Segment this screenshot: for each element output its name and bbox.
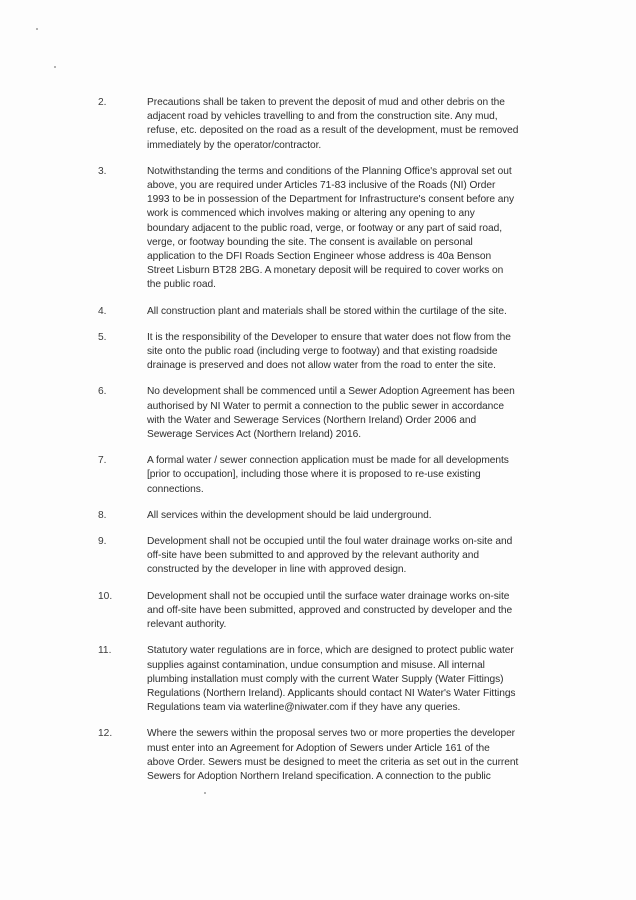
- condition-text-line: must enter into an Agreement for Adoption of Sewers under Article 161 of the: [147, 742, 490, 754]
- condition-number: 10.: [98, 590, 113, 602]
- condition-text-line: Development shall not be occupied until the surface water drainage works on-site: [147, 590, 510, 602]
- condition-text: [147, 331, 542, 374]
- scan-speck: [36, 28, 38, 30]
- condition-text: [147, 305, 542, 319]
- condition-item: [0, 331, 636, 374]
- condition-text: [147, 509, 542, 523]
- condition-text-line: No development shall be commenced until a Sewer Adoption Agreement has been: [147, 386, 515, 398]
- condition-text-line: immediately by the operator/contractor.: [147, 139, 322, 151]
- condition-text-line: Notwithstanding the terms and conditions of the Planning Office's approval set out: [147, 165, 512, 177]
- condition-text: [147, 385, 542, 442]
- condition-item: [0, 509, 636, 523]
- condition-text-line: drainage is preserved and does not allow water from the road to enter the site.: [147, 360, 496, 372]
- condition-text-line: A formal water / sewer connection application must be made for all developments: [147, 455, 509, 467]
- condition-number: 6.: [98, 386, 107, 398]
- condition-text-line: Sewerage Services Act (Northern Ireland) 2016.: [147, 429, 362, 441]
- condition-text-line: refuse, etc. deposited on the road as a result of the development, must be removed: [147, 125, 519, 137]
- condition-text-line: relevant authority.: [147, 619, 227, 631]
- condition-item: [0, 535, 636, 578]
- condition-text-line: connections.: [147, 483, 204, 495]
- condition-text: [147, 454, 542, 497]
- condition-text-line: above Order. Sewers must be designed to meet the criteria as set out in the current: [147, 756, 519, 768]
- condition-text-line: All construction plant and materials shall be stored within the curtilage of the site.: [147, 305, 507, 317]
- condition-text: [147, 727, 542, 784]
- condition-item: [0, 385, 636, 442]
- condition-number: 3.: [98, 165, 107, 177]
- condition-text-line: It is the responsibility of the Developer to ensure that water does not flow from the: [147, 331, 511, 343]
- condition-text-line: plumbing installation must comply with the current Water Supply (Water Fittings): [147, 673, 504, 685]
- condition-text-line: Regulations team via waterline@niwater.com if they have any queries.: [147, 702, 461, 714]
- condition-text-line: All services within the development should be laid underground.: [147, 509, 432, 521]
- condition-text: [147, 165, 542, 293]
- condition-item: [0, 305, 636, 319]
- condition-text-line: Precautions shall be taken to prevent the deposit of mud and other debris on the: [147, 97, 505, 108]
- condition-number: 9.: [98, 536, 107, 548]
- condition-text-line: supplies against contamination, undue consumption and misuse. All internal: [147, 659, 485, 671]
- condition-text-line: Street Lisburn BT28 2BG. A monetary deposit will be required to cover works on: [147, 265, 504, 277]
- condition-text-line: Statutory water regulations are in force, which are designed to protect public water: [147, 645, 514, 657]
- condition-text-line: verge, or footway bounding the site. The consent is available on personal: [147, 236, 473, 248]
- condition-text: [147, 535, 542, 578]
- condition-text-line: Development shall not be occupied until the foul water drainage works on-site and: [147, 536, 513, 548]
- condition-text-line: site onto the public road (including verge to footway) and that existing roadside: [147, 346, 498, 358]
- condition-text-line: adjacent road by vehicles travelling to and from the construction site. Any mud,: [147, 111, 498, 123]
- condition-text-line: off-site have been submitted to and approved by the relevant authority and: [147, 550, 479, 562]
- condition-item: [0, 590, 636, 633]
- condition-text: [147, 644, 542, 715]
- condition-text-line: [prior to occupation], including those where it is proposed to re-use existing: [147, 469, 481, 481]
- condition-text: [147, 590, 542, 633]
- condition-item: [0, 644, 636, 715]
- condition-item: [0, 454, 636, 497]
- condition-text-line: work is commenced which involves making or altering any opening to any: [147, 208, 475, 220]
- condition-text-line: Regulations (Northern Ireland). Applicants should contact NI Water's Water Fittings: [147, 687, 516, 699]
- condition-text-line: constructed by the developer in line with approved design.: [147, 564, 407, 576]
- condition-text-line: with the Water and Sewerage Services (Northern Ireland) Order 2006 and: [147, 414, 477, 426]
- condition-text-line: application to the DFI Roads Section Engineer whose address is 40a Benson: [147, 251, 492, 263]
- condition-item: [0, 727, 636, 784]
- condition-number: 5.: [98, 331, 107, 343]
- condition-text-line: above, you are required under Articles 71-83 inclusive of the Roads (NI) Order: [147, 180, 496, 192]
- condition-text-line: 1993 to be in possession of the Department for Infrastructure's consent before any: [147, 194, 515, 206]
- scan-speck: [54, 66, 56, 68]
- condition-text-line: boundary adjacent to the public road, verge, or footway or any part of said road,: [147, 222, 502, 234]
- condition-text-line: the public road.: [147, 279, 216, 291]
- condition-number: 8.: [98, 509, 107, 521]
- condition-text: [147, 96, 542, 153]
- condition-text-line: authorised by NI Water to permit a connection to the public sewer in accordance: [147, 400, 504, 412]
- condition-number: 12.: [98, 728, 113, 740]
- condition-text-line: Sewers for Adoption Northern Ireland specification. A connection to the public: [147, 770, 491, 782]
- condition-item: [0, 96, 636, 153]
- condition-number: 2.: [98, 97, 107, 108]
- condition-number: 4.: [98, 305, 107, 317]
- condition-number: 11.: [98, 645, 112, 657]
- conditions-list: [0, 96, 636, 796]
- condition-text-line: and off-site have been submitted, approved and constructed by developer and the: [147, 604, 513, 616]
- condition-number: 7.: [98, 455, 107, 467]
- condition-text-line: Where the sewers within the proposal serves two or more properties the developer: [147, 728, 516, 740]
- condition-item: [0, 165, 636, 293]
